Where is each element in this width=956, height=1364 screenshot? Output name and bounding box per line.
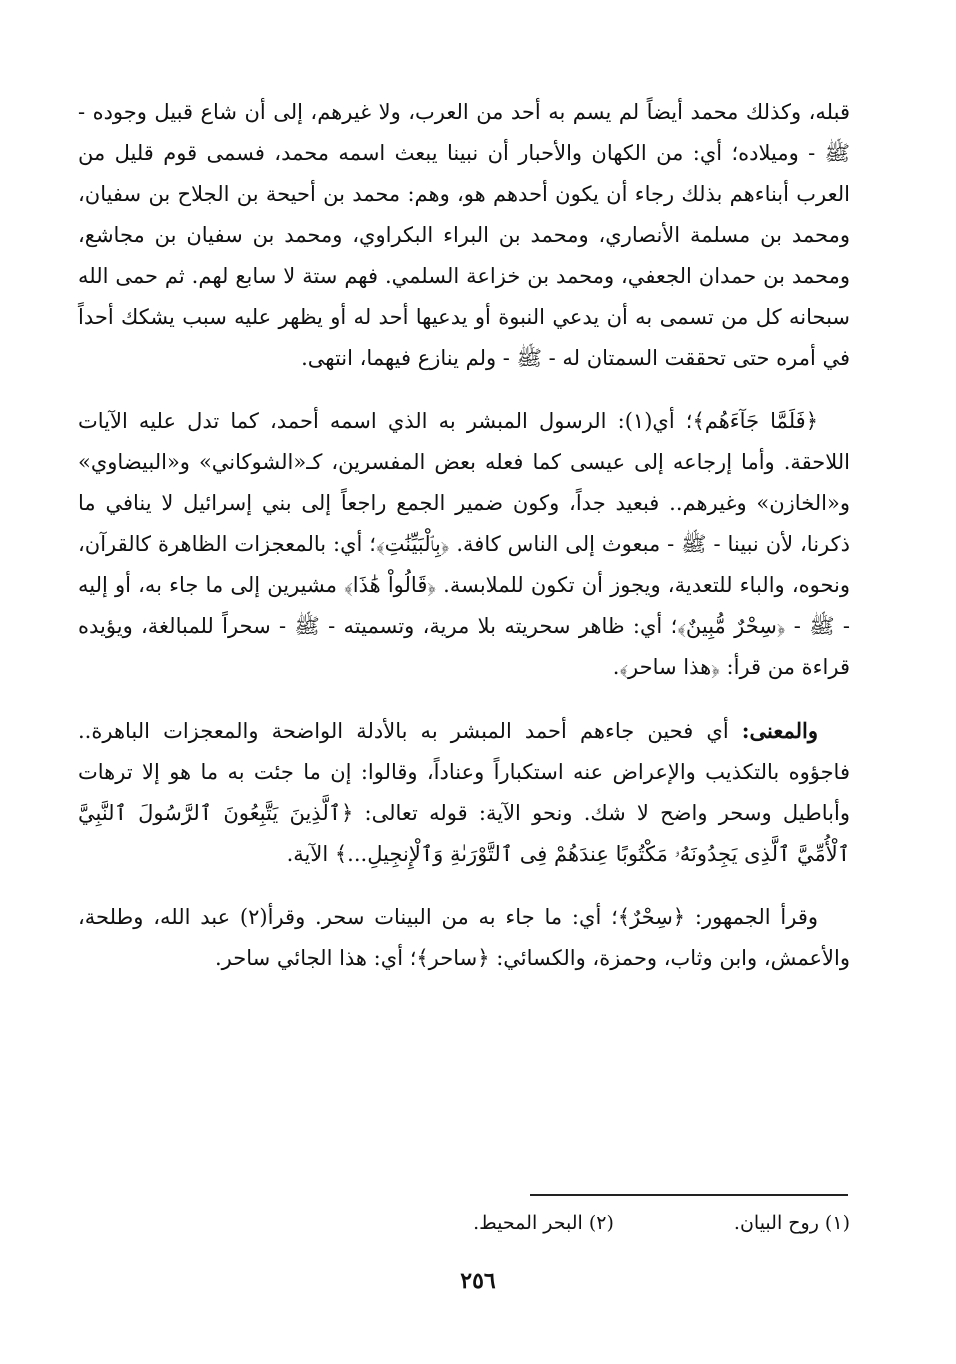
paragraph-2-text: ﴿فَلَمَّا جَآءَهُم﴾؛ أي(١): الرسول المبشر به الذي اسمه أحمد، كما تدل عليه الآيات اللاحقة. وأما إرجاعه إلى عيسى كما فعله بعض المفسرين، كـ«الشوكاني» و«البيضاوي» و«الخازن» وغيرهم.. فبعيد جداً، وكون ضمير الجمع راجعاً إلى بني إسرائيل لا ينافي ما ذكرنا، لأن نبينا - ﷺ - مبعوث إلى الناس كافة. ﴿بِٱلْبَيِّنَٰتِ﴾؛ أي: بالمعجزات الظاهرة كالقرآن، ونحوه، والباء للتعدية، ويجوز أن تكون للملابسة. ﴿قَالُواْ هَٰذَا﴾ مشيرين إلى ما جاء به، أو إليه - ﷺ - ﴿سِحْرٌ مُّبِينٌ﴾؛ أي: ظاهر سحريته بلا مرية، وتسميته - ﷺ - سحراً للمبالغة، ويؤيده قراءة من قرأ: ﴿هذا ساحر﴾. — [78, 409, 850, 679]
page-number: ٢٥٦ — [460, 1268, 496, 1294]
paragraph-4 — [78, 897, 850, 979]
paragraph-1 — [78, 92, 850, 379]
footnote-divider — [530, 1194, 848, 1196]
paragraph-2 — [78, 401, 850, 688]
footnote-2: (٢) البحر المحيط. — [473, 1212, 614, 1234]
paragraph-4-text: وقرأ الجمهور: ﴿سِحْرٌ﴾؛ أي: ما جاء به من البينات سحر. وقرأ(٢) عبد الله، وطلحة، والأعمش، وابن وثاب، وحمزة، والكسائي: ﴿ساحر﴾؛ أي: هذا الجائي ساحر. — [78, 905, 850, 970]
paragraph-3-lead: والمعنى: — [741, 718, 818, 743]
paragraph-3 — [78, 710, 850, 875]
footnotes — [260, 1212, 850, 1234]
paragraph-1-text: قبله، وكذلك محمد أيضاً لم يسم به أحد من العرب، ولا غيرهم، إلى أن شاع قبيل وجوده - ﷺ - وميلاده؛ أي: من الكهان والأحبار أن نبينا يبعث اسمه محمد، فسمى قوم قليل من العرب أبناءهم بذلك رجاء أن يكون أحدهم هو، وهم: محمد بن أحيحة بن الجلاح بن سفيان، ومحمد بن مسلمة الأنصاري، ومحمد بن البراء البكراوي، ومحمد بن سفيان بن مجاشع، ومحمد بن حمدان الجعفي، ومحمد بن خزاعة السلمي. فهم ستة لا سابع لهم. ثم حمى الله سبحانه كل من تسمى به أن يدعي النبوة أو يدعيها أحد له أو يظهر عليه سبب يشكك أحداً في أمره حتى تحققت السمتان له - ﷺ - ولم ينازع فيهما، انتهى. — [78, 100, 850, 370]
footnote-1: (١) روح البيان. — [733, 1212, 850, 1234]
page-body — [78, 92, 850, 979]
paragraph-3-text: أي فحين جاءهم أحمد المبشر به بالأدلة الواضحة والمعجزات الباهرة.. فاجؤوه بالتكذيب والإعراض عنه استكباراً وعناداً، وقالوا: إن ما جئت به ما هو إلا ترهات وأباطيل وسحر واضح لا شك. ونحو الآية: قوله تعالى: ﴿ٱلَّذِينَ يَتَّبِعُونَ ٱلرَّسُولَ ٱلنَّبِيَّ ٱلْأُمِّيَّ ٱلَّذِى يَجِدُونَهُۥ مَكْتُوبًا عِندَهُمْ فِى ٱلتَّوْرَىٰةِ وَٱلْإِنجِيلِ...﴾ الآية. — [78, 719, 850, 866]
